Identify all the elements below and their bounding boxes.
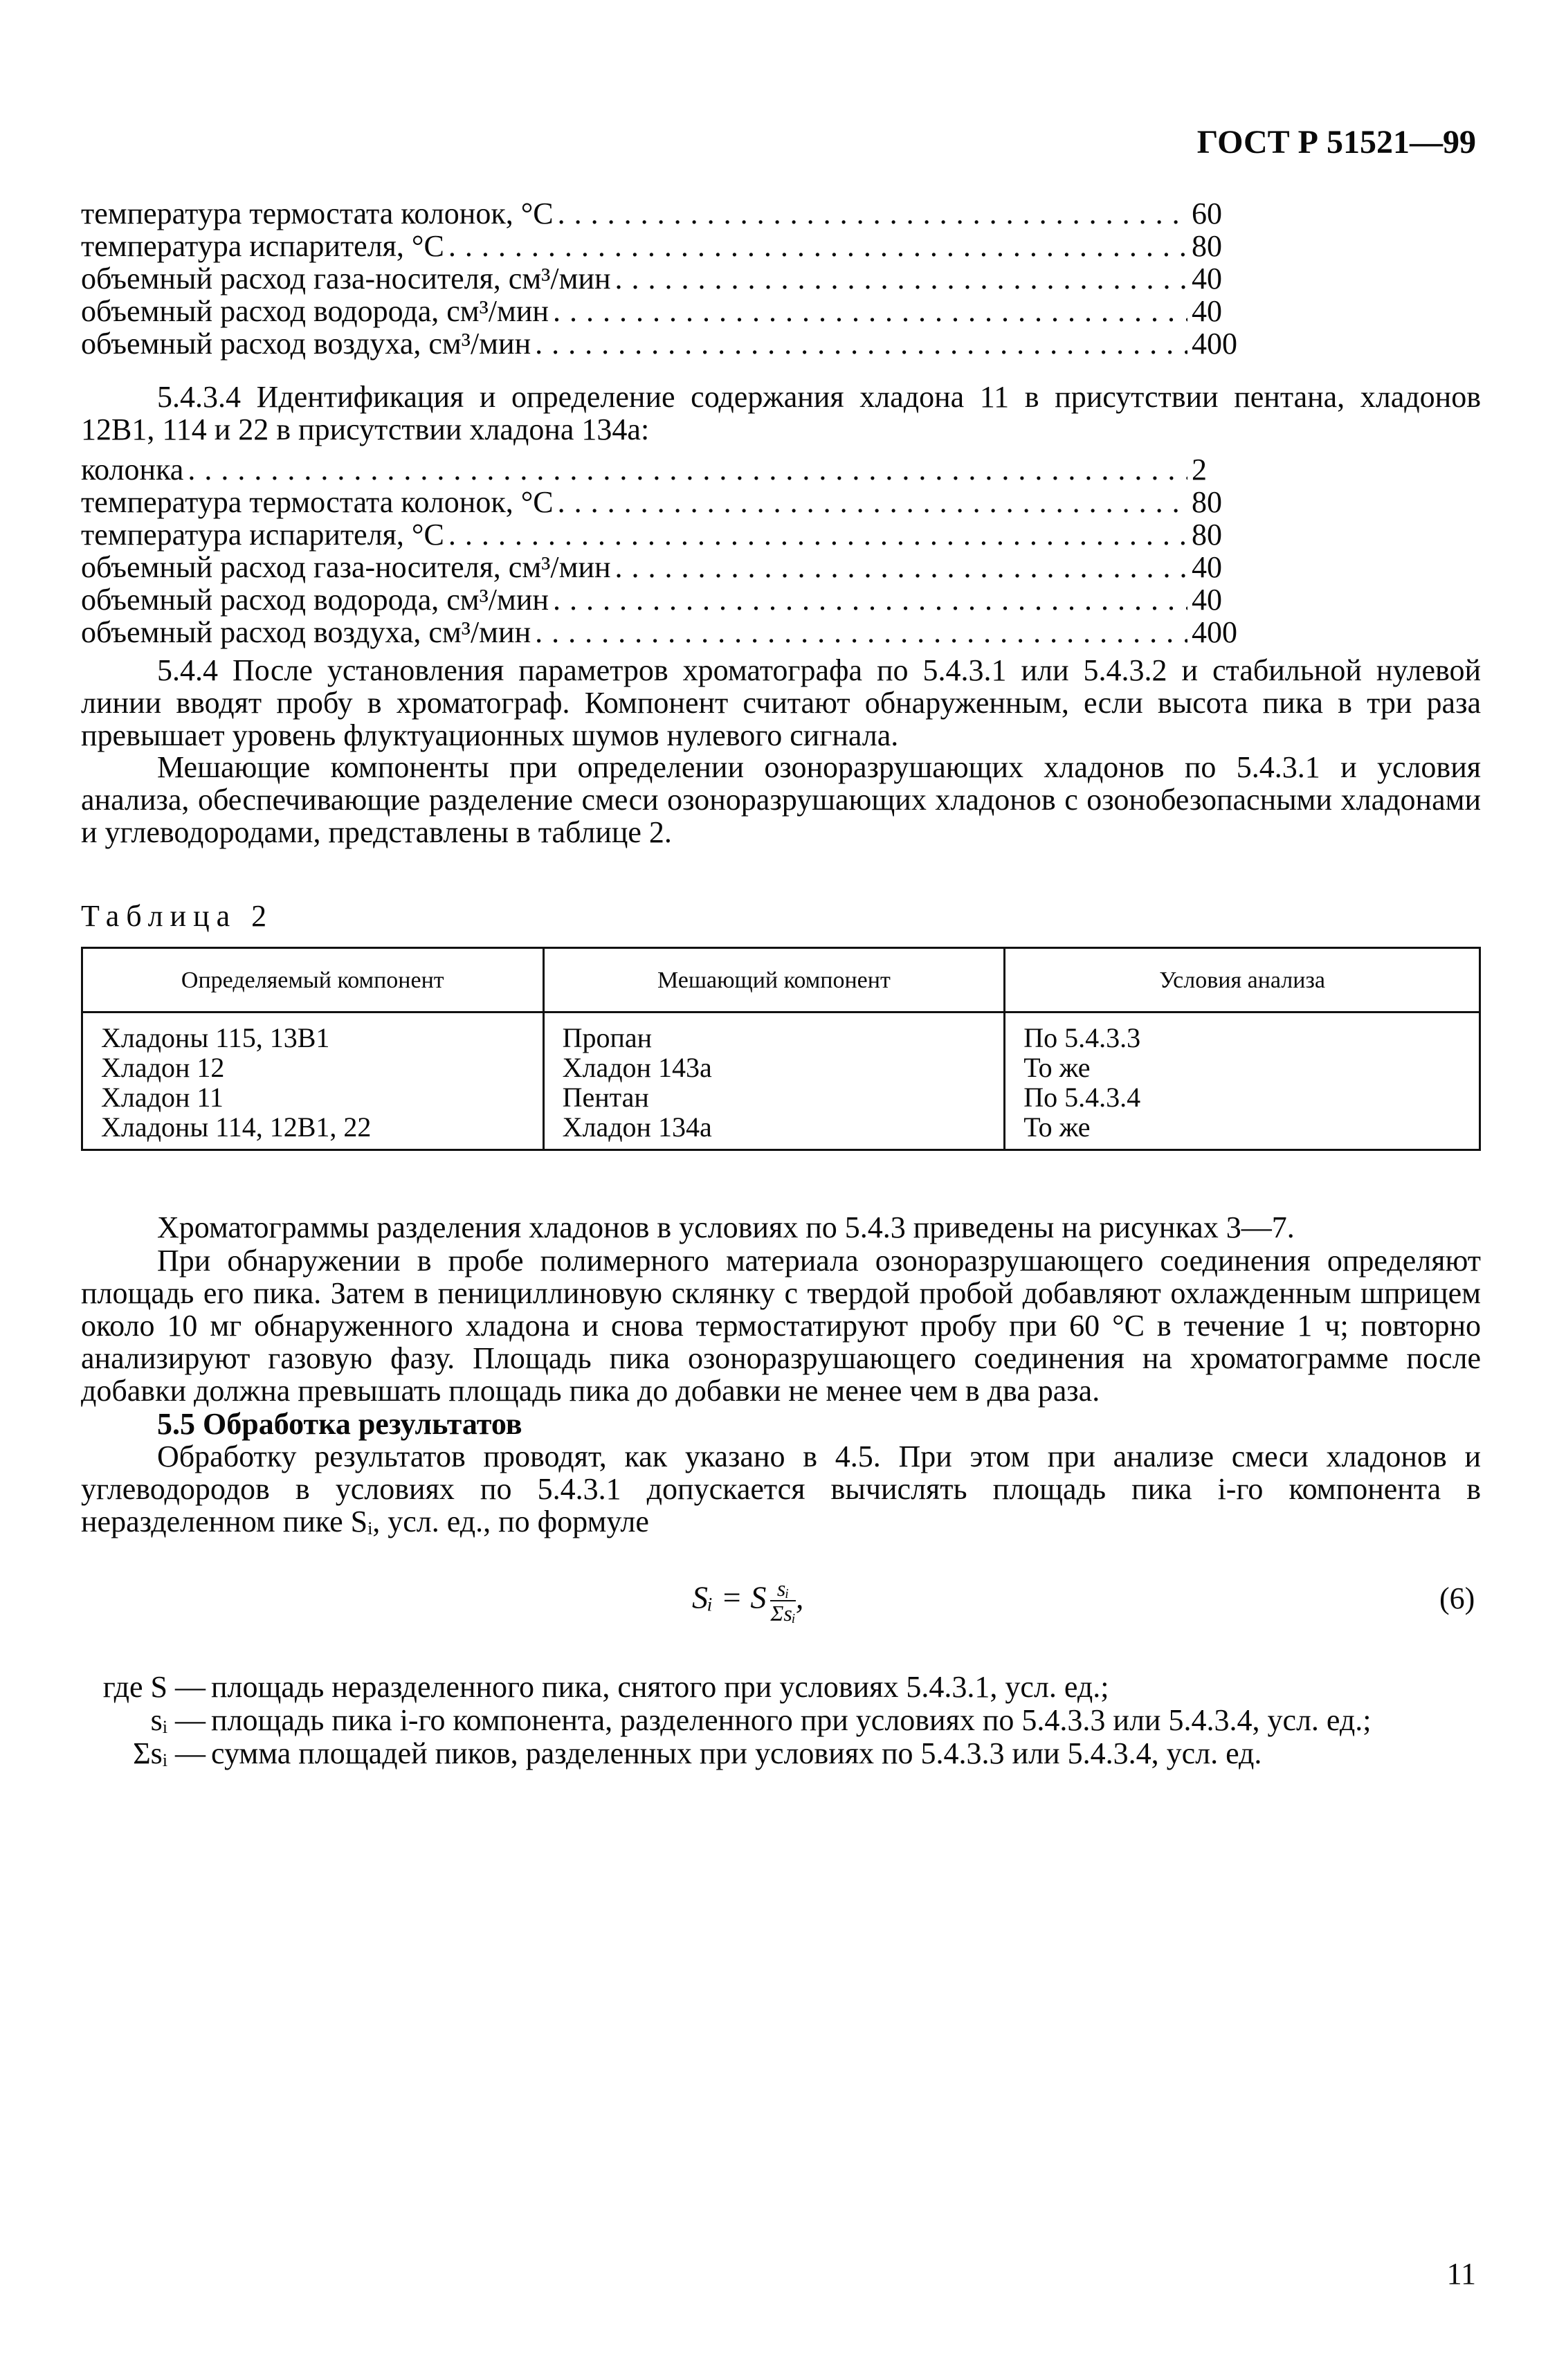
leader-dots [448,518,1187,551]
parameter-value: 80 [1192,229,1222,263]
table-cell: Пропан [543,1012,1005,1053]
table-caption: Таблица 2 [81,899,274,933]
table-row [82,1053,1480,1082]
parameter-row [81,616,1275,648]
leader-dots [553,295,1187,327]
fraction-numerator: sᵢ [770,1577,796,1601]
parameter-list-b [81,453,1275,648]
legend-description: сумма площадей пиков, разделенных при условиях по 5.4.3.3 или 5.4.3.4, усл. ед. [211,1736,1262,1770]
parameter-value: 40 [1192,550,1222,584]
parameter-row [81,262,1275,295]
column-header: Определяемый компонент [82,948,544,1012]
table-cell: Хладон 143а [543,1053,1005,1082]
leader-dots [188,453,1187,486]
parameter-value: 80 [1192,518,1222,552]
table-cell: Хладон 11 [82,1082,544,1112]
leader-dots [558,486,1187,518]
leader-dots [535,616,1187,648]
section-5-5-heading [81,1408,1481,1440]
leader-dots [558,197,1187,230]
parameter-value: 60 [1192,197,1222,230]
legend-row [81,1671,1486,1704]
legend-row [81,1704,1486,1737]
parameter-value: 400 [1192,615,1237,649]
leader-dots [553,583,1187,616]
formula-legend [81,1671,1486,1770]
parameter-row [81,197,1275,230]
table-cell: То же [1005,1112,1480,1150]
table-cell: То же [1005,1053,1480,1082]
legend-description: площадь неразделенного пика, снятого при условиях 5.4.3.1, усл. ед.; [211,1670,1109,1704]
leader-dots [448,230,1187,262]
parameter-row [81,327,1275,360]
table-header-row [82,948,1480,1012]
parameter-row [81,453,1275,486]
formula-lhs: Sᵢ = [692,1579,743,1615]
table-cell: По 5.4.3.3 [1005,1012,1480,1053]
parameter-row [81,518,1275,551]
paragraph-text: 5.4.4 После установления параметров хроматографа по 5.4.3.1 или 5.4.3.2 и стабильной нулевой линии вводят пробу в хроматограф. Компонент считают обнаруженным, если высота пика в три раза превышает уровень флуктуационных шумов нулевого сигнала. [81,653,1481,752]
fraction-denominator: Σsᵢ [770,1601,796,1626]
parameter-label: объемный расход водорода, см³/мин [81,294,549,328]
page-number: 11 [1446,2257,1476,2291]
parameter-value: 2 [1192,453,1207,487]
paragraph-5434 [81,381,1481,446]
paragraph-text: Обработку результатов проводят, как указано в 4.5. При этом при анализе смеси хладонов и углеводородов в условиях по 5.4.3.1 допускается вычислять площадь пика i-го компонента в неразделенном пике Sᵢ, усл. ед., по формуле [81,1439,1481,1538]
parameter-label: температура испарителя, °С [81,229,444,263]
parameter-label: температура термостата колонок, °С [81,485,554,519]
table-row [82,1112,1480,1150]
paragraph-interfering [81,751,1481,848]
legend-description: площадь пика i-го компонента, разделенного при условиях по 5.4.3.3 или 5.4.3.4, усл. ед.; [211,1703,1372,1737]
parameter-label: колонка [81,453,184,487]
legend-symbol: sᵢ — [150,1703,206,1737]
parameter-value: 40 [1192,262,1222,296]
parameter-label: температура испарителя, °С [81,518,444,552]
parameter-label: объемный расход водорода, см³/мин [81,583,549,617]
parameter-label: объемный расход газа-носителя, см³/мин [81,550,611,584]
parameter-label: объемный расход воздуха, см³/мин [81,327,531,361]
document-header: ГОСТ Р 51521—99 [1196,124,1476,161]
table-cell: По 5.4.3.4 [1005,1082,1480,1112]
parameter-label: объемный расход газа-носителя, см³/мин [81,262,611,296]
parameter-value: 400 [1192,327,1237,361]
equation-number: (6) [1439,1581,1475,1615]
table-row [82,1082,1480,1112]
parameter-value: 80 [1192,485,1222,519]
leader-dots [615,551,1187,583]
formula-tail: , [795,1579,804,1615]
legend-symbol: Σsᵢ — [133,1736,206,1770]
paragraph-5-5 [81,1440,1481,1538]
parameter-row [81,230,1275,262]
paragraph-544 [81,654,1481,752]
column-header: Условия анализа [1005,948,1480,1012]
paragraph-text: Хроматограммы разделения хладонов в условиях по 5.4.3 приведены на рисунках 3—7. [157,1210,1295,1244]
legend-symbol: где S — [102,1670,206,1704]
paragraph-text: При обнаружении в пробе полимерного материала озоноразрушающего соединения определяют площадь его пика. Затем в пенициллиновую склянку с твердой пробой добавляют охлажденным шприцем около 10 мг обнаруженного хладона и снова термостатируют пробу при 60 °С в течение 1 ч; повторно анализируют газовую фазу. Площадь пика озоноразрушающего соединения на хроматограмме после добавки должна превышать площадь пика до добавки не менее чем в два раза. [81,1244,1481,1408]
legend-row [81,1737,1486,1770]
table-cell: Хладоны 114, 12В1, 22 [82,1112,544,1150]
paragraph-text: Мешающие компоненты при определении озоноразрушающих хладонов по 5.4.3.1 и условия анализа, обеспечивающие разделение смеси озоноразрушающих хладонов с озонобезопасными хладонами и углеводородами, представлены в таблице 2. [81,750,1481,849]
formula-6 [692,1577,803,1625]
table-2 [81,947,1481,1151]
parameter-label: объемный расход воздуха, см³/мин [81,615,531,649]
parameter-row [81,486,1275,518]
table-cell: Хладон 12 [82,1053,544,1082]
paragraph-detection [81,1244,1481,1407]
formula-factor: S [750,1579,767,1615]
table-row [82,1012,1480,1053]
parameter-value: 40 [1192,583,1222,617]
table-cell: Хладон 134а [543,1112,1005,1150]
table-cell: Хладоны 115, 13В1 [82,1012,544,1053]
parameter-label: температура термостата колонок, °С [81,197,554,230]
paragraph-chromatograms [81,1211,1481,1244]
parameter-row [81,295,1275,327]
formula-fraction [770,1577,796,1625]
leader-dots [535,327,1187,360]
parameter-row [81,551,1275,583]
table-cell: Пентан [543,1082,1005,1112]
parameter-list-a [81,197,1275,360]
leader-dots [615,262,1187,295]
section-heading: 5.5 Обработка результатов [157,1407,522,1441]
parameter-row [81,583,1275,616]
parameter-value: 40 [1192,294,1222,328]
column-header: Мешающий компонент [543,948,1005,1012]
paragraph-text: 5.4.3.4 Идентификация и определение содержания хладона 11 в присутствии пентана, хладонов 12В1, 114 и 22 в присутствии хладона 134а: [81,380,1481,446]
